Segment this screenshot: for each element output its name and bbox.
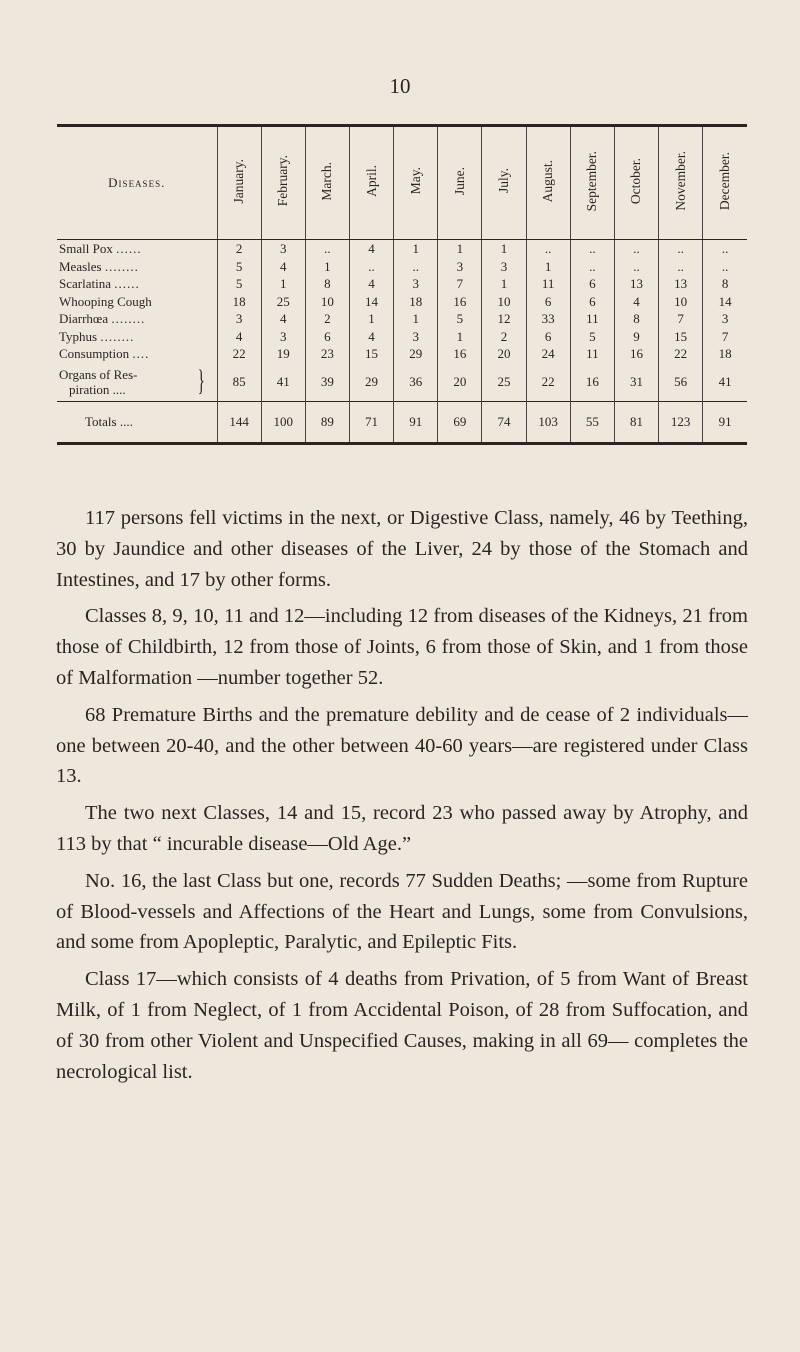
- disease-name: [57, 293, 217, 311]
- leader-dots: ....: [132, 346, 150, 361]
- table-cell: 1: [305, 258, 349, 276]
- table-cell: 20: [438, 363, 482, 402]
- table-cell: 6: [570, 293, 614, 311]
- table-row: [57, 328, 747, 346]
- paragraph: The two next Classes, 14 and 15, record 23 who passed away by Atrophy, and 113 by that “ incurable disease—Old Age.”: [56, 802, 748, 855]
- table-cell: ..: [526, 240, 570, 258]
- table-cell: 36: [394, 363, 438, 402]
- table-cell: 22: [659, 345, 703, 363]
- total-cell: 69: [438, 401, 482, 443]
- table-cell: 3: [261, 328, 305, 346]
- totals-row: [57, 401, 747, 443]
- table-cell: ..: [570, 240, 614, 258]
- table-cell: 85: [217, 363, 261, 402]
- total-cell: 91: [394, 401, 438, 443]
- table-row: [57, 310, 747, 328]
- diseases-column-header: Diseases.: [57, 126, 217, 240]
- table-cell: 2: [217, 240, 261, 258]
- table-cell: ..: [703, 258, 747, 276]
- table-cell: 6: [305, 328, 349, 346]
- leader-dots: ......: [114, 276, 140, 291]
- month-header: March.: [305, 126, 349, 240]
- table-cell: 7: [659, 310, 703, 328]
- month-header: April.: [349, 126, 393, 240]
- mortality-table: [57, 124, 747, 445]
- table-cell: 22: [217, 345, 261, 363]
- table-cell: 23: [305, 345, 349, 363]
- table-cell: 13: [659, 275, 703, 293]
- total-cell: 81: [614, 401, 658, 443]
- month-header: January.: [217, 126, 261, 240]
- table-cell: 29: [349, 363, 393, 402]
- table-cell: 3: [394, 328, 438, 346]
- table-cell: 18: [217, 293, 261, 311]
- totals-label: Totals ....: [57, 401, 217, 443]
- table-cell: ..: [659, 258, 703, 276]
- table-cell: ..: [305, 240, 349, 258]
- table-cell: 6: [570, 275, 614, 293]
- total-cell: 55: [570, 401, 614, 443]
- table-cell: 25: [482, 363, 526, 402]
- disease-name: [57, 328, 217, 346]
- disease-rows: [57, 240, 747, 402]
- table-cell: 2: [305, 310, 349, 328]
- table-cell: 10: [482, 293, 526, 311]
- table-cell: ..: [570, 258, 614, 276]
- table-cell: 15: [659, 328, 703, 346]
- table-cell: 11: [570, 310, 614, 328]
- month-header: July.: [482, 126, 526, 240]
- total-cell: 123: [659, 401, 703, 443]
- disease-name: [57, 310, 217, 328]
- disease-name-text: Measles: [59, 258, 102, 274]
- body-text: [56, 503, 748, 1093]
- month-header: August.: [526, 126, 570, 240]
- brace-glyph: }: [197, 363, 205, 397]
- leader-dots: ........: [104, 258, 139, 274]
- table-cell: 41: [261, 363, 305, 402]
- table-cell: 3: [482, 258, 526, 276]
- table-cell: 25: [261, 293, 305, 311]
- table-cell: 4: [349, 328, 393, 346]
- leader-dots: ........: [111, 311, 146, 326]
- disease-name: [57, 258, 217, 276]
- table-cell: 16: [570, 363, 614, 402]
- table-cell: 13: [614, 275, 658, 293]
- leader-dots: ........: [100, 328, 135, 344]
- disease-name: [57, 345, 217, 363]
- table-cell: ..: [614, 240, 658, 258]
- disease-name-text: Consumption: [59, 346, 130, 361]
- paragraph: Classes 8, 9, 10, 11 and 12—including 12 from diseases of the Kidneys, 21 from those of Childbirth, 12 from those of Joints, 6 from those of Skin, and 1 from those of Malformation —number together 52.: [56, 605, 748, 689]
- table-cell: 10: [305, 293, 349, 311]
- table-cell: 5: [217, 275, 261, 293]
- table-row: [57, 363, 747, 402]
- table-cell: 22: [526, 363, 570, 402]
- page-number: 10: [389, 74, 411, 98]
- disease-name-text: Typhus: [59, 328, 98, 344]
- table-cell: 19: [261, 345, 305, 363]
- table-cell: 4: [261, 310, 305, 328]
- table-cell: 11: [526, 275, 570, 293]
- table-cell: 15: [349, 345, 393, 363]
- month-header: June.: [438, 126, 482, 240]
- table-cell: 4: [261, 258, 305, 276]
- month-header: November.: [659, 126, 703, 240]
- total-cell: 91: [703, 401, 747, 443]
- paragraph: 68 Premature Births and the premature debility and de cease of 2 individuals—one between 20-40, and the other between 40-60 years—are registered under Class 13.: [56, 703, 748, 788]
- table-cell: 4: [217, 328, 261, 346]
- table-cell: 4: [349, 275, 393, 293]
- table-cell: 24: [526, 345, 570, 363]
- table-cell: 29: [394, 345, 438, 363]
- table-cell: 18: [394, 293, 438, 311]
- table-cell: ..: [659, 240, 703, 258]
- table-cell: 16: [438, 293, 482, 311]
- table-cell: 5: [217, 258, 261, 276]
- table-cell: 4: [614, 293, 658, 311]
- table-cell: 2: [482, 328, 526, 346]
- table-cell: 11: [570, 345, 614, 363]
- table-cell: 5: [570, 328, 614, 346]
- table-header-row: [57, 126, 747, 240]
- table-cell: 16: [438, 345, 482, 363]
- total-cell: 74: [482, 401, 526, 443]
- table-cell: 33: [526, 310, 570, 328]
- total-cell: 100: [261, 401, 305, 443]
- table-cell: 1: [349, 310, 393, 328]
- table-cell: 1: [394, 240, 438, 258]
- disease-name-line-2: piration ....: [69, 381, 126, 397]
- table-cell: 6: [526, 293, 570, 311]
- table-cell: 4: [349, 240, 393, 258]
- month-header: December.: [703, 126, 747, 240]
- table-row: [57, 293, 747, 311]
- disease-name-text: Diarrhœa: [59, 311, 109, 326]
- table-cell: 5: [438, 310, 482, 328]
- month-header: September.: [570, 126, 614, 240]
- total-cell: 103: [526, 401, 570, 443]
- table-cell: 1: [482, 240, 526, 258]
- disease-name: [57, 240, 217, 258]
- table-cell: 20: [482, 345, 526, 363]
- leader-dots: ......: [116, 241, 142, 256]
- table-cell: 41: [703, 363, 747, 402]
- table-cell: 56: [659, 363, 703, 402]
- disease-name-text: Scarlatina: [59, 276, 111, 291]
- table-cell: 3: [703, 310, 747, 328]
- table-cell: 7: [703, 328, 747, 346]
- table-cell: 8: [305, 275, 349, 293]
- total-cell: 71: [349, 401, 393, 443]
- table-cell: 1: [394, 310, 438, 328]
- table-cell: 31: [614, 363, 658, 402]
- table-cell: ..: [349, 258, 393, 276]
- table-cell: 39: [305, 363, 349, 402]
- table-row: [57, 240, 747, 258]
- paragraph: 117 persons fell victims in the next, or Digestive Class, namely, 46 by Teething, 30 by Jaundice and other diseases of the Liver, 24 by those of the Stomach and Intestines, and 17 by other forms.: [56, 507, 748, 591]
- disease-name-line-1: Organs of Res-: [59, 366, 138, 382]
- table-row: [57, 275, 747, 293]
- table-cell: 8: [614, 310, 658, 328]
- disease-name: [57, 275, 217, 293]
- table-cell: ..: [614, 258, 658, 276]
- table-cell: 14: [349, 293, 393, 311]
- disease-name-text: Small Pox: [59, 241, 113, 256]
- table-cell: 1: [482, 275, 526, 293]
- table-row: [57, 345, 747, 363]
- table-cell: 1: [526, 258, 570, 276]
- month-header: February.: [261, 126, 305, 240]
- table-cell: ..: [394, 258, 438, 276]
- table-cell: 9: [614, 328, 658, 346]
- paragraph: Class 17—which consists of 4 deaths from Privation, of 5 from Want of Breast Milk, of 1 from Neglect, of 1 from Accidental Poison, of 28 from Suffocation, and of 30 from other Violent and Unspecified Causes, making in all 69— completes the necrological list.: [56, 968, 748, 1083]
- table-cell: ..: [703, 240, 747, 258]
- table-cell: 3: [217, 310, 261, 328]
- table-cell: 7: [438, 275, 482, 293]
- table-cell: 3: [261, 240, 305, 258]
- disease-name: [57, 363, 217, 402]
- table-cell: 18: [703, 345, 747, 363]
- table-cell: 1: [261, 275, 305, 293]
- table-cell: 3: [394, 275, 438, 293]
- disease-name-text: Whooping Cough: [59, 293, 152, 309]
- table-cell: 8: [703, 275, 747, 293]
- table-cell: 1: [438, 328, 482, 346]
- table-cell: 12: [482, 310, 526, 328]
- table-cell: 1: [438, 240, 482, 258]
- table-cell: 6: [526, 328, 570, 346]
- total-cell: 144: [217, 401, 261, 443]
- table-cell: 16: [614, 345, 658, 363]
- table-cell: 14: [703, 293, 747, 311]
- table-cell: 3: [438, 258, 482, 276]
- table-row: [57, 258, 747, 276]
- total-cell: 89: [305, 401, 349, 443]
- paragraph: No. 16, the last Class but one, records 77 Sudden Deaths; —some from Rupture of Blood-vessels and Affections of the Heart and Lungs, some from Convulsions, and some from Apopleptic, Paralytic, and Epileptic Fits.: [56, 869, 748, 954]
- table-cell: 10: [659, 293, 703, 311]
- mortality-table-container: [57, 124, 747, 445]
- month-header: October.: [614, 126, 658, 240]
- month-header: May.: [394, 126, 438, 240]
